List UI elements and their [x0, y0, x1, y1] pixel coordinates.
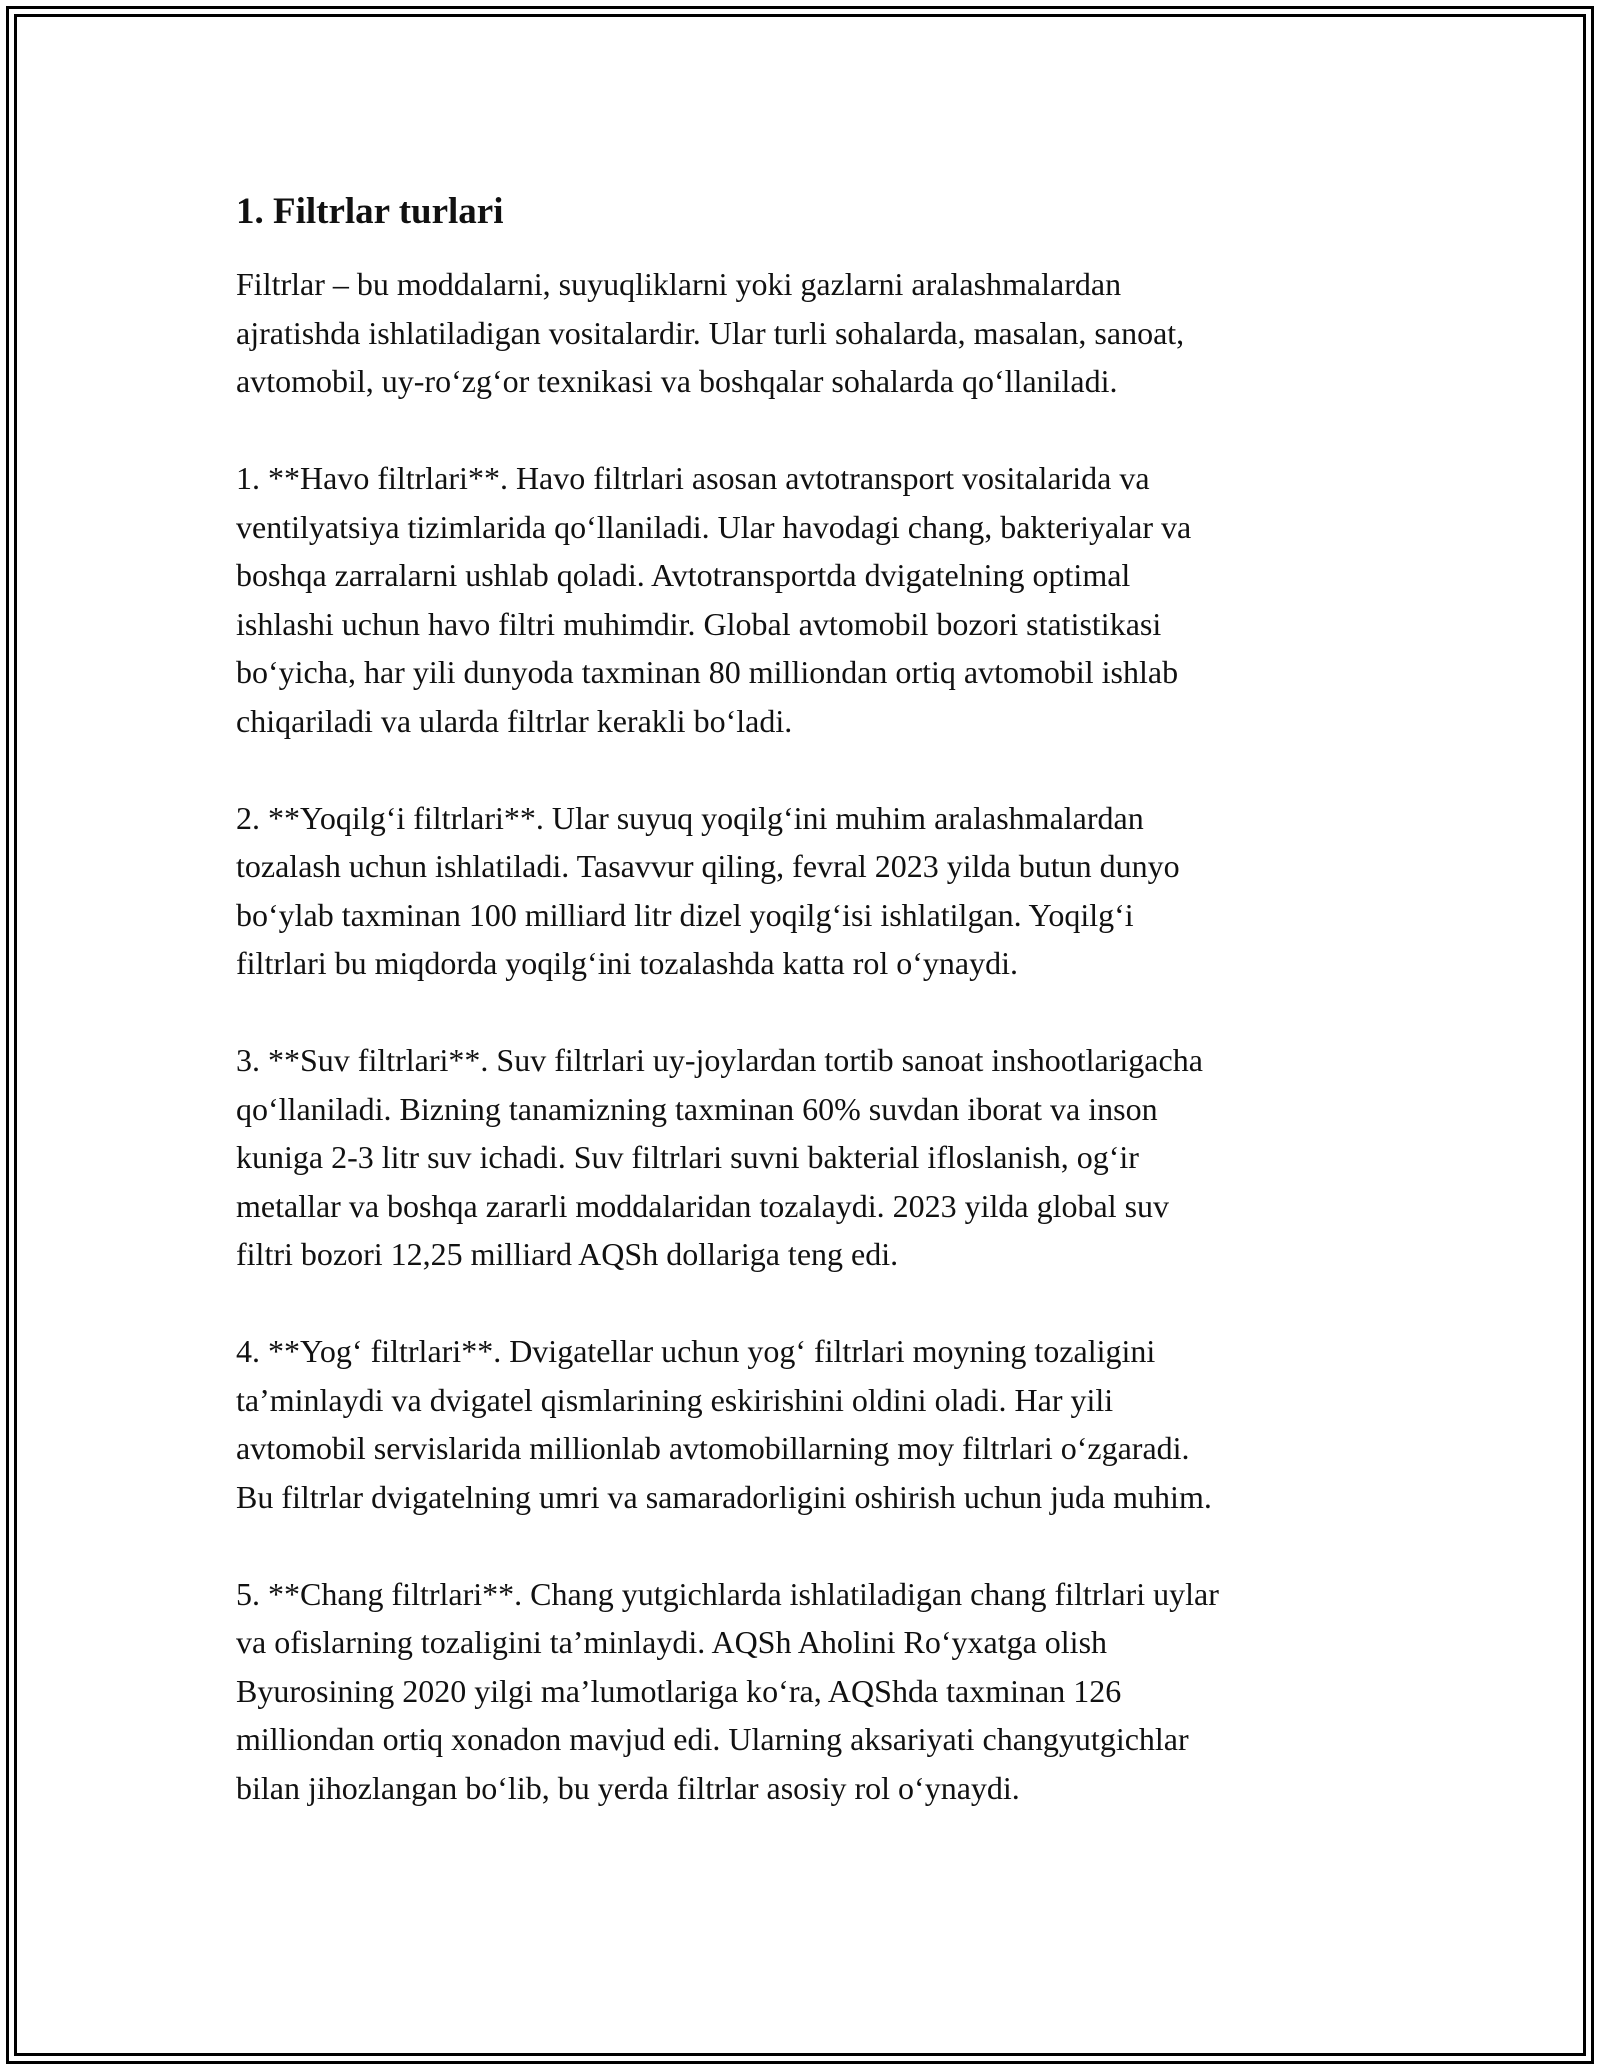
- paragraph-line: milliondan ortiq xonadon mavjud edi. Ularning aksariyati changyutgichlar: [236, 1721, 1189, 1757]
- paragraph-line: bo‘ylab taxminan 100 milliard litr dizel yoqilg‘isi ishlatilgan. Yoqilg‘i: [236, 896, 1134, 933]
- paragraph-line: filtrlari bu miqdorda yoqilg‘ini tozalashda katta rol o‘ynaydi.: [236, 945, 1019, 981]
- water-filters-paragraph: [236, 1036, 1386, 1279]
- paragraph-line: Bu filtrlar dvigatelning umri va samaradorligini oshirish uchun juda muhim.: [236, 1478, 1212, 1515]
- paragraph-line: metallar va boshqa zararli moddalaridan tozalaydi. 2023 yilda global suv: [236, 1187, 1170, 1224]
- dust-filters-paragraph: [236, 1570, 1386, 1813]
- paragraph-line: tozalash uchun ishlatiladi. Tasavvur qiling, fevral 2023 yilda butun dunyo: [236, 848, 1180, 884]
- paragraph-line: kuniga 2-3 litr suv ichadi. Suv filtrlari suvni bakterial ifloslanish, og‘ir: [236, 1139, 1139, 1175]
- intro-paragraph: [236, 260, 1386, 406]
- paragraph-line: 2. **Yoqilg‘i filtrlari**. Ular suyuq yoqilg‘ini muhim aralashmalardan: [236, 799, 1144, 836]
- fuel-filters-paragraph: [236, 794, 1386, 988]
- document-body: [236, 188, 1386, 1861]
- paragraph-line: bo‘yicha, har yili dunyoda taxminan 80 milliondan ortiq avtomobil ishlab: [236, 654, 1179, 690]
- paragraph-line: 1. **Havo filtrlari**. Havo filtrlari asosan avtotransport vositalarida va: [236, 460, 1150, 496]
- paragraph-line: 3. **Suv filtrlari**. Suv filtrlari uy-joylardan tortib sanoat inshootlarigacha: [236, 1042, 1203, 1078]
- paragraph-line: ventilyatsiya tizimlarida qo‘llaniladi. Ular havodagi chang, bakteriyalar va: [236, 508, 1192, 545]
- paragraph-line: qo‘llaniladi. Bizning tanamizning taxminan 60% suvdan iborat va inson: [236, 1090, 1158, 1127]
- oil-filters-paragraph: [236, 1327, 1386, 1521]
- paragraph-line: ajratishda ishlatiladigan vositalardir. Ular turli sohalarda, masalan, sanoat,: [236, 314, 1185, 351]
- paragraph-line: 5. **Chang filtrlari**. Chang yutgichlarda ishlatiladigan chang filtrlari uylar: [236, 1575, 1219, 1612]
- paragraph-line: va ofislarning tozaligini ta’minlaydi. AQSh Aholini Ro‘yxatga olish: [236, 1624, 1108, 1660]
- air-filters-paragraph: [236, 454, 1386, 745]
- paragraph-line: ta’minlaydi va dvigatel qismlarining eskirishini oldini oladi. Har yili: [236, 1381, 1114, 1418]
- paragraph-line: filtri bozori 12,25 milliard AQSh dollariga teng edi.: [236, 1236, 899, 1272]
- paragraph-line: bilan jihozlangan bo‘lib, bu yerda filtrlar asosiy rol o‘ynaydi.: [236, 1769, 1020, 1806]
- paragraph-line: Byurosining 2020 yilgi ma’lumotlariga ko‘ra, AQShda taxminan 126: [236, 1672, 1122, 1709]
- paragraph-line: avtomobil, uy-ro‘zg‘or texnikasi va boshqalar sohalarda qo‘llaniladi.: [236, 363, 1118, 399]
- paragraph-line: avtomobil servislarida millionlab avtomobillarning moy filtrlari o‘zgaradi.: [236, 1430, 1190, 1466]
- paragraph-line: boshqa zarralarni ushlab qoladi. Avtotransportda dvigatelning optimal: [236, 557, 1131, 593]
- paragraph-line: 4. **Yog‘ filtrlari**. Dvigatellar uchun yog‘ filtrlari moyning tozaligini: [236, 1333, 1156, 1369]
- document-title: 1. Filtrlar turlari: [236, 191, 504, 232]
- paragraph-line: Filtrlar – bu moddalarni, suyuqliklarni yoki gazlarni aralashmalardan: [236, 266, 1122, 302]
- paragraph-line: chiqariladi va ularda filtrlar kerakli bo‘ladi.: [236, 702, 793, 739]
- paragraph-line: ishlashi uchun havo filtri muhimdir. Global avtomobil bozori statistikasi: [236, 605, 1162, 642]
